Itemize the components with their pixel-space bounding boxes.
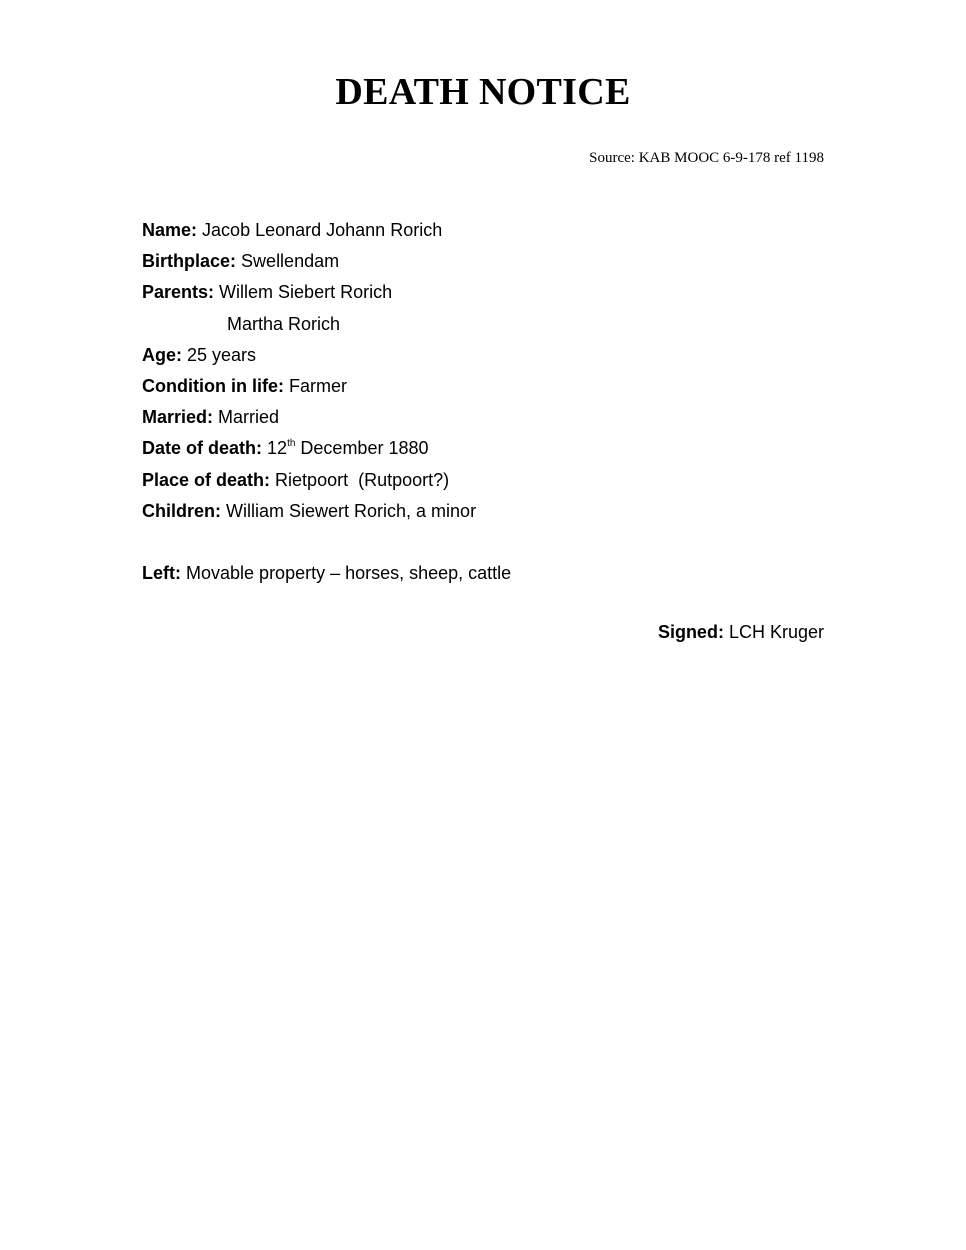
field-place-of-death-label: Place of death:: [142, 469, 271, 490]
page-title: DEATH NOTICE: [335, 71, 631, 113]
field-parents-value-2: Martha Rorich: [227, 313, 341, 334]
signed-value: LCH Kruger: [728, 622, 824, 642]
field-left: [142, 559, 842, 590]
spacer: [142, 528, 842, 559]
field-name-value: Jacob Leonard Johann Rorich: [202, 220, 443, 240]
signature-line: [658, 622, 824, 643]
field-parents-value-1: Willem Siebert Rorich: [219, 282, 393, 303]
field-parents-label: Parents:: [142, 282, 215, 303]
field-birthplace: [142, 247, 842, 278]
field-name-label: Name:: [142, 220, 198, 240]
field-date-of-death-suffix: th: [287, 438, 296, 450]
field-name: [142, 216, 842, 247]
field-date-of-death-rest: December 1880: [300, 438, 429, 459]
field-left-label: Left:: [142, 562, 181, 583]
source-reference: Source: KAB MOOC 6-9-178 ref 1198: [589, 150, 824, 166]
field-age-value: 25 years: [187, 344, 257, 365]
field-birthplace-label: Birthplace:: [142, 251, 237, 272]
field-place-of-death: [142, 466, 842, 497]
field-children-value: William Siewert Rorich, a minor: [226, 500, 477, 521]
field-children: [142, 497, 842, 528]
field-married: [142, 403, 842, 434]
field-condition-label: Condition in life:: [142, 375, 284, 396]
field-birthplace-value: Swellendam: [241, 251, 340, 272]
field-condition-value: Farmer: [289, 375, 347, 396]
field-married-label: Married:: [142, 407, 214, 428]
field-age: [142, 341, 842, 372]
field-married-value: Married: [218, 407, 280, 428]
record-fields: [142, 216, 842, 590]
field-date-of-death-day: 12: [267, 438, 288, 459]
field-left-value: Movable property – horses, sheep, cattle: [186, 562, 512, 583]
field-age-label: Age:: [142, 344, 182, 365]
signed-label: Signed:: [657, 622, 724, 642]
field-condition: [142, 372, 842, 403]
field-parents: [142, 278, 842, 309]
field-date-of-death-label: Date of death:: [142, 438, 263, 459]
field-place-of-death-value: Rietpoort (Rutpoort?): [275, 469, 450, 490]
field-parents-continued: [142, 310, 842, 341]
field-date-of-death: [142, 434, 842, 465]
field-children-label: Children:: [142, 500, 221, 521]
